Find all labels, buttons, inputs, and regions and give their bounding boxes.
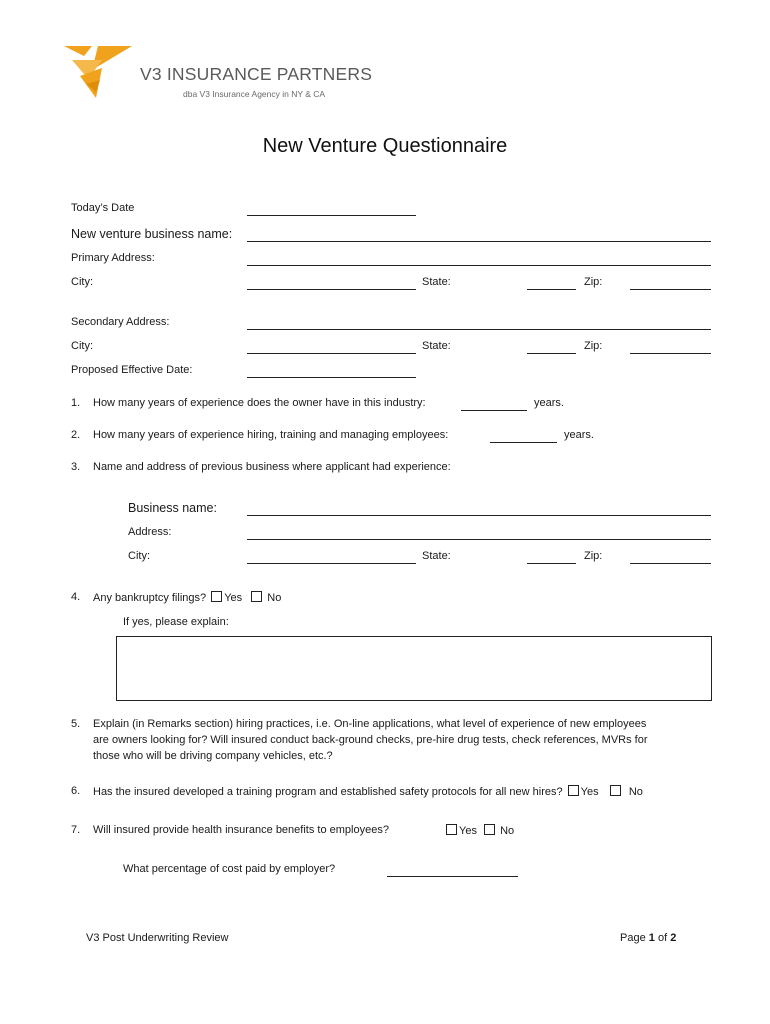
q1-years-suffix: years. [534, 397, 564, 409]
secondary-city-label: City: [71, 340, 93, 352]
brand-subtitle: dba V3 Insurance Agency in NY & CA [183, 89, 326, 99]
secondary-zip-label: Zip: [584, 340, 603, 352]
q5-number: 5. [71, 718, 81, 730]
page-total: 2 [670, 932, 677, 944]
q7-yes-label: Yes [459, 825, 477, 837]
q3-zip-label: Zip: [584, 550, 603, 562]
q4-yes-checkbox[interactable] [211, 591, 222, 602]
q1-number: 1. [71, 397, 81, 409]
brand-name: V3 INSURANCE PARTNERS [140, 64, 373, 84]
q3-number: 3. [71, 461, 81, 473]
q6-yes-label: Yes [580, 786, 599, 798]
q3-address-field[interactable] [247, 539, 711, 540]
q2-years-suffix: years. [564, 429, 594, 441]
q6-text: Has the insured developed a training program and established safety protocols for all new hires? [93, 786, 563, 798]
v3-logo-icon [62, 44, 136, 100]
secondary-state-label: State: [422, 340, 451, 352]
state-field[interactable] [527, 289, 576, 290]
q6-number: 6. [71, 785, 81, 797]
q7-percentage-field[interactable] [387, 876, 518, 877]
city-field[interactable] [247, 289, 416, 290]
q3-address-label: Address: [128, 526, 172, 538]
q6-no-label: No [628, 786, 643, 798]
page-word: Page [620, 932, 646, 944]
q3-city-label: City: [128, 550, 150, 562]
q2-text: How many years of experience hiring, training and managing employees: [93, 429, 449, 441]
effective-date-label: Proposed Effective Date: [71, 364, 193, 376]
zip-label: Zip: [584, 276, 603, 288]
q6-row [93, 785, 643, 799]
primary-address-field[interactable] [247, 265, 711, 266]
q2-years-field[interactable] [490, 442, 557, 443]
effective-date-field[interactable] [247, 377, 416, 378]
business-name-field[interactable] [247, 241, 711, 242]
q7-number: 7. [71, 824, 81, 836]
state-label: State: [422, 276, 451, 288]
q4-yes-label: Yes [224, 592, 243, 604]
q4-no-label: No [267, 592, 282, 604]
city-label: City: [71, 276, 93, 288]
q4-text: Any bankruptcy filings? [93, 592, 207, 604]
page-current: 1 [648, 932, 655, 944]
q6-no-checkbox[interactable] [610, 785, 621, 796]
q4-row [93, 591, 281, 605]
q7-no-label: No [500, 825, 515, 837]
q5-line-1: Explain (in Remarks section) hiring practices, i.e. On-line applications, what level of experience of new employees [93, 718, 647, 730]
primary-address-label: Primary Address: [71, 252, 155, 264]
page-number [620, 932, 676, 945]
q5-line-3: those who will be driving company vehicles, etc.? [93, 750, 333, 762]
secondary-address-label: Secondary Address: [71, 316, 170, 328]
q4-number: 4. [71, 591, 81, 603]
business-name-label: New venture business name: [71, 227, 233, 241]
q4-no-checkbox[interactable] [251, 591, 262, 602]
q7-followup-label: What percentage of cost paid by employer? [123, 863, 336, 875]
q2-number: 2. [71, 429, 81, 441]
q3-state-field[interactable] [527, 563, 576, 564]
zip-field[interactable] [630, 289, 711, 290]
q7-no-checkbox[interactable] [484, 824, 495, 835]
q4-explain-label: If yes, please explain: [123, 616, 229, 628]
q3-state-label: State: [422, 550, 451, 562]
secondary-state-field[interactable] [527, 353, 576, 354]
page-of-word: of [657, 932, 668, 944]
page-title: New Venture Questionnaire [262, 135, 508, 157]
q3-business-name-label: Business name: [128, 501, 217, 515]
q3-text: Name and address of previous business where applicant had experience: [93, 461, 451, 473]
q6-yes-checkbox[interactable] [568, 785, 579, 796]
footer-left-text: V3 Post Underwriting Review [86, 932, 229, 944]
q5-line-2: are owners looking for? Will insured conduct back-ground checks, pre-hire drug tests, check references, MVRs for [93, 734, 648, 746]
q3-business-name-field[interactable] [247, 515, 711, 516]
q7-options [444, 824, 514, 838]
q4-explain-textarea[interactable] [116, 636, 712, 701]
q1-years-field[interactable] [461, 410, 527, 411]
todays-date-field[interactable] [247, 215, 416, 216]
secondary-zip-field[interactable] [630, 353, 711, 354]
q7-yes-checkbox[interactable] [446, 824, 457, 835]
secondary-city-field[interactable] [247, 353, 416, 354]
q5-text [93, 716, 713, 764]
q3-zip-field[interactable] [630, 563, 711, 564]
todays-date-label: Today’s Date [71, 202, 135, 214]
q7-text: Will insured provide health insurance benefits to employees? [93, 824, 389, 836]
q1-text: How many years of experience does the owner have in this industry: [93, 397, 426, 409]
secondary-address-field[interactable] [247, 329, 711, 330]
q3-city-field[interactable] [247, 563, 416, 564]
